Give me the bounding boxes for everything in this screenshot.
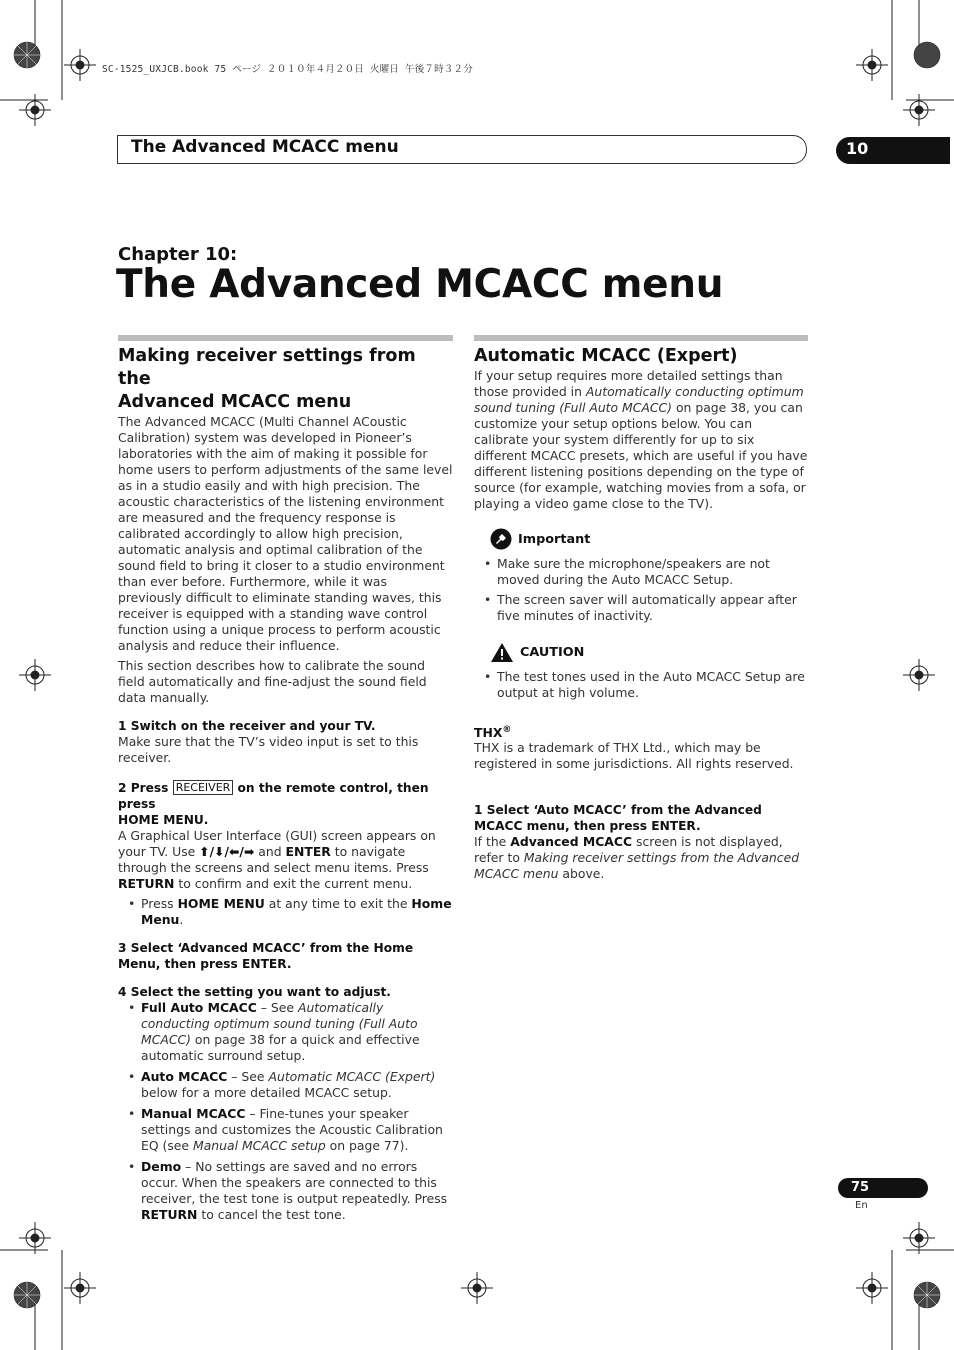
header-title: The Advanced MCACC menu: [131, 137, 399, 157]
receiver-button-label: RECEIVER: [173, 780, 234, 795]
chapter-title: The Advanced MCACC menu: [116, 262, 724, 307]
right-column: [474, 345, 808, 886]
caution-notice-header: CAUTION: [474, 642, 808, 663]
list-item: • Demo – No settings are saved and no errors occur. When the speakers are connected to this receiver, the test tone is output repeatedly. Press RETURN to cancel the test tone.: [118, 1159, 453, 1223]
left-heading: Making receiver settings from the Advanced MCACC menu: [118, 346, 416, 412]
page-number: 75: [851, 1180, 870, 1195]
left-section-rule: [118, 335, 453, 341]
language-code: En: [855, 1200, 868, 1211]
caution-list: [474, 669, 808, 701]
right-step-1-title: 1 Select ‘Auto MCACC’ from the Advanced MCACC menu, then press ENTER.: [474, 803, 762, 834]
right-step-1-text: If the Advanced MCACC screen is not displayed, refer to Making receiver settings from the Advanced MCACC menu above.: [474, 834, 800, 882]
right-intro: If your setup requires more detailed settings than those provided in Automatically conducting optimum sound tuning (Full Auto MCACC) on page 38, you can customize your setup options below. You can calibrate your system differently for up to six different MCACC presets, which are useful if you have different listening positions depending on the type of source (for example, watching movies from a sofa, or playing a video game close to the TV).: [474, 368, 808, 511]
right-section-rule: [474, 335, 808, 341]
important-list: [474, 556, 808, 624]
important-icon: [490, 528, 512, 550]
chapter-tab-number: 10: [846, 139, 869, 158]
step-3-title: 3 Select ‘Advanced MCACC’ from the Home Menu, then press ENTER.: [118, 941, 414, 971]
warning-icon: [490, 642, 514, 663]
step-1-title: 1 Switch on the receiver and your TV.: [118, 719, 376, 733]
right-heading: Automatic MCACC (Expert): [474, 346, 738, 366]
step-4-title: 4 Select the setting you want to adjust.: [118, 985, 391, 999]
list-item: • The test tones used in the Auto MCACC Setup are output at high volume.: [474, 669, 808, 701]
list-item: • Make sure the microphone/speakers are not moved during the Auto MCACC Setup.: [474, 556, 808, 588]
arrow-keys-icon: ⬆/⬇/⬅/➡: [199, 844, 255, 859]
intro-paragraph: The Advanced MCACC (Multi Channel ACoustic Calibration) system was developed in Pioneer’s laboratories with the aim of making it possible for home users to perform adjustments of the same level as in a studio easily and with high precision. The acoustic characteristics of the listening environment are measured and the frequency response is calibrated accordingly to allow high precision, automatic analysis and optimal calibration of the sound field to bring it closer to a studio environment than ever before. Furthermore, while it was previously difficult to eliminate standing waves, this receiver is equipped with a standing wave control function using a unique process to perform acoustic analysis and reduce their influence.: [118, 414, 453, 653]
book-info-line: SC-1525_UXJCB.book 75 ページ ２０１０年４月２０日 火曜日 午後７時３２分: [102, 64, 473, 75]
step-4-options: [118, 1000, 453, 1223]
step-1-text: Make sure that the TV’s video input is set to this receiver.: [118, 734, 419, 765]
list-item: • Press HOME MENU at any time to exit the Home Menu.: [118, 896, 453, 928]
list-item: • Auto MCACC – See Automatic MCACC (Expert) below for a more detailed MCACC setup.: [118, 1069, 453, 1101]
list-item: • Full Auto MCACC – See Automatically conducting optimum sound tuning (Full Auto MCACC) on page 38 for a quick and effective automatic surround setup.: [118, 1000, 453, 1064]
thx-heading: THX®: [474, 725, 512, 741]
left-body: [118, 414, 453, 706]
chapter-label: Chapter 10:: [118, 244, 238, 265]
left-column: [118, 345, 453, 1223]
step-2-text: A Graphical User Interface (GUI) screen appears on your TV. Use ⬆/⬇/⬅/➡ and ENTER to navigate through the screens and select menu items. Press RETURN to confirm and exit the current menu. • Press HOME MENU at any time to exit the Home Menu.: [118, 828, 453, 928]
list-item: • The screen saver will automatically appear after five minutes of inactivity.: [474, 592, 808, 624]
step-2-title: 2 Press RECEIVER on the remote control, then press HOME MENU.: [118, 781, 429, 827]
section-description: This section describes how to calibrate the sound field automatically and fine-adjust the sound field data manually.: [118, 658, 427, 705]
list-item: • Manual MCACC – Fine-tunes your speaker settings and customizes the Acoustic Calibration EQ (see Manual MCACC setup on page 77).: [118, 1106, 453, 1154]
important-notice-header: Important: [474, 528, 808, 550]
thx-text: THX is a trademark of THX Ltd., which may be registered in some jurisdictions. All rights reserved.: [474, 740, 794, 772]
